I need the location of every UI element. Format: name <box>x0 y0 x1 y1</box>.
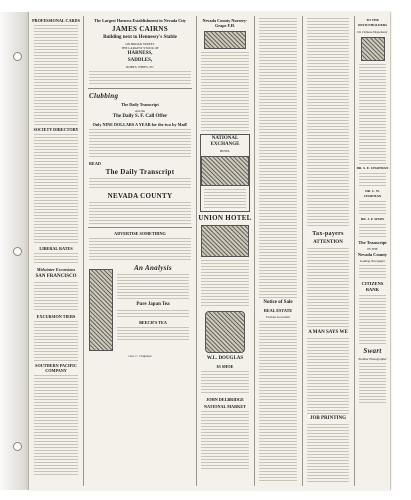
whips-line: ROBES, WHIPS, Etc <box>126 65 154 69</box>
column-legal-notices <box>256 16 300 486</box>
midwinter-excursions-heading: Midwinter Excursions <box>36 267 76 272</box>
liberal-rates-heading: LIBERAL RATES <box>39 246 73 251</box>
text-block <box>117 274 189 300</box>
dispensary-portrait-illustration <box>361 37 385 61</box>
text-block <box>201 260 249 308</box>
divider <box>88 227 192 228</box>
national-exchange-heading: NATIONAL EXCHANGE <box>210 136 240 147</box>
text-block <box>34 321 78 361</box>
transcript-heading: The Transcript <box>358 240 387 245</box>
text-block <box>359 224 386 238</box>
chapman-one-heading: DR. S. E. CHAPMAN <box>356 166 389 170</box>
professional-cards-heading: PROFESSIONAL CARDS <box>32 18 80 23</box>
daily-transcript-title: The Daily Transcript <box>105 168 175 176</box>
text-block <box>359 173 386 187</box>
text-block <box>307 18 349 228</box>
text-block <box>34 282 78 312</box>
largest-stock-line: THE LARGEST STOCK OF <box>121 46 159 50</box>
text-block <box>259 321 297 481</box>
saddles-line: SADDLES, <box>127 58 153 63</box>
beech-tea-heading: BEECH'S TEA <box>139 320 167 325</box>
text-block <box>259 18 297 298</box>
daily-transcript-line: The Daily Transcript <box>121 102 159 107</box>
hotel-building-illustration <box>201 156 249 186</box>
notice-of-sale-heading: Notice of Sale <box>263 300 293 305</box>
douglas-heading: W.L. DOUGLAS <box>206 356 244 361</box>
text-block <box>89 71 191 85</box>
divider <box>88 88 192 89</box>
text-block <box>307 338 349 414</box>
pure-japan-tea-heading: Pure Japan Tea <box>136 302 170 307</box>
text-block <box>117 327 189 341</box>
nursery-illustration <box>204 31 246 49</box>
tax-payers-heading: Tax-payers <box>312 231 344 237</box>
tea-advertisement <box>86 262 194 354</box>
clubbing-heading: Clubbing <box>89 92 119 100</box>
column-notices <box>304 16 352 486</box>
union-hotel-illustration <box>201 225 249 257</box>
nevada-county-title: NEVADA COUNTY <box>107 192 173 200</box>
nursery-heading: Nevada County Nursery-Grape F.H. <box>202 18 248 28</box>
harness-establishment-line: The Largest Harness Establishment in Nevada City <box>94 18 186 23</box>
column-rule <box>354 16 355 486</box>
chapman-two-heading: DR. C. W. CHAPMAN <box>363 189 382 198</box>
text-block <box>89 202 191 224</box>
man-says-heading: A MAN SAYS WE <box>308 330 348 335</box>
read-heading: READ <box>89 161 101 166</box>
text-block <box>89 178 191 190</box>
column-rule <box>302 16 303 486</box>
nevada-county-heading: Nevada County <box>357 252 388 257</box>
and-the-line: And the <box>134 109 146 113</box>
sf-call-line: The Daily S. F. Call Offer <box>112 114 168 119</box>
text-block <box>89 238 191 260</box>
only-nine-dollars-line: Only NINE DOLLARS A YEAR for the two by Mail! <box>92 122 188 127</box>
tea-figure-illustration <box>89 269 113 351</box>
column-advertisements <box>86 16 194 486</box>
in-the-line: IN THE <box>367 247 378 251</box>
page-binding <box>0 12 28 490</box>
binding-hole <box>13 442 22 451</box>
text-block <box>307 424 349 484</box>
officeholders-heading: TO THE OFFICEHOLDERS <box>357 18 388 27</box>
text-block <box>201 52 249 132</box>
text-block <box>359 265 386 279</box>
photographer-line: Premier Photographer <box>358 357 387 361</box>
binding-hole <box>13 52 22 61</box>
attention-heading: ATTENTION <box>313 240 343 245</box>
advertise-something-heading: ADVERTISE SOMETHING <box>114 231 166 236</box>
text-block <box>307 248 349 328</box>
text-block <box>34 134 78 244</box>
text-block <box>34 25 78 125</box>
james-cairns-title: JAMES CAIRNS <box>112 25 168 33</box>
john-delbridge-heading: JOHN DELBRIDGE <box>206 397 244 402</box>
building-line: Building next to Hennessy's Stable <box>103 35 177 40</box>
text-block <box>359 201 386 215</box>
column-rule <box>254 16 255 486</box>
column-directory <box>356 16 389 486</box>
column-rule <box>196 16 197 486</box>
society-directory-heading: SOCIETY DIRECTORY <box>33 127 79 132</box>
text-block <box>34 375 78 475</box>
citizens-bank-heading: CITIZENS BANK <box>361 281 384 292</box>
swart-heading: Swart <box>363 347 382 355</box>
douglas-portrait-illustration <box>205 311 245 353</box>
san-francisco-heading: SAN FRANCISCO <box>35 274 77 279</box>
column-hotels <box>198 16 252 486</box>
excursion-tiers-heading: EXCURSION TIERS <box>36 314 76 319</box>
job-printing-heading: JOB PRINTING <box>310 416 346 421</box>
shoe-heading: $3 SHOE <box>216 364 234 369</box>
leading-newspaper-line: Leading Newspaper <box>359 259 386 263</box>
probate-line: Probate Accordant <box>266 315 290 319</box>
shaw-heading: DR. J. F. SHAW <box>360 217 385 221</box>
text-block <box>201 371 249 395</box>
text-block <box>89 129 191 159</box>
hotel-label: HOTEL <box>219 149 231 153</box>
column-rule <box>83 16 84 486</box>
national-market-heading: NATIONAL MARKET <box>204 404 246 409</box>
analysis-heading: An Analysis <box>134 264 172 272</box>
text-block <box>204 189 246 209</box>
dispensary-line: Dr. Chinese Dispensary <box>357 30 388 34</box>
binding-hole <box>13 247 22 256</box>
text-block <box>359 295 386 345</box>
real-estate-heading: REAL ESTATE <box>263 308 293 313</box>
harness-line: HARNESS, <box>127 51 153 56</box>
broad-street-line: ON BROAD STREET <box>125 42 155 46</box>
text-block <box>359 363 386 403</box>
column-professional-cards <box>31 16 81 486</box>
text-block <box>359 64 386 164</box>
text-block <box>201 411 249 471</box>
text-block <box>34 253 78 265</box>
chapman-signature: Geo. C. Chapman <box>128 354 152 358</box>
newspaper-page <box>28 12 391 490</box>
union-hotel-heading: UNION HOTEL <box>198 214 252 222</box>
text-block <box>117 310 189 318</box>
southern-pacific-heading: SOUTHERN PACIFIC COMPANY <box>35 363 77 373</box>
